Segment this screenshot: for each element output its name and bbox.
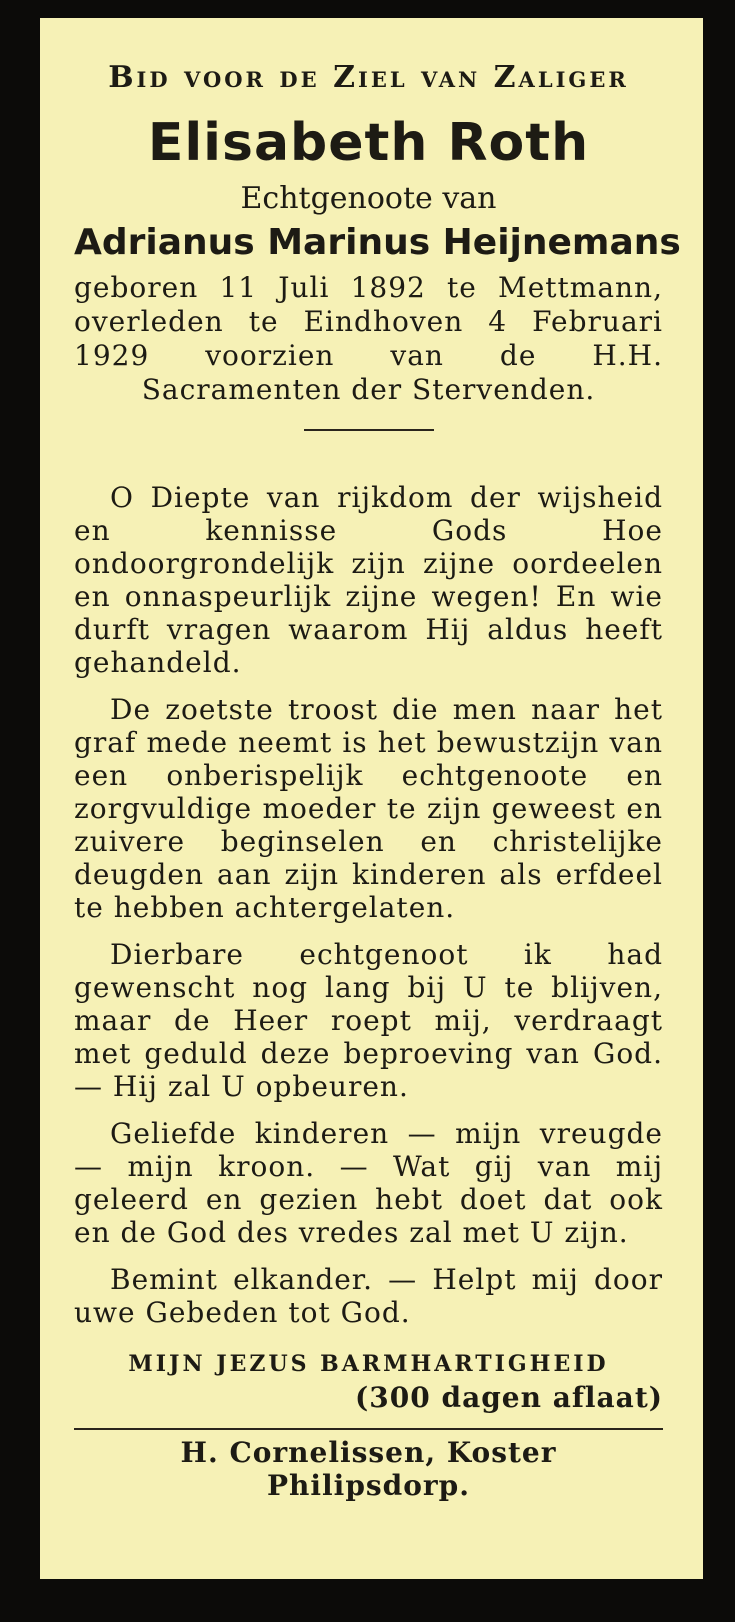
birth-death-text: geboren 11 Juli 1892 te Mettmann, overleden te Eindhoven 4 Februari 1929 voorzien van de H.H. Sacramenten der Stervenden. — [74, 271, 663, 406]
prayer-heading: Bid voor de Ziel van Zaliger — [108, 60, 629, 95]
memorial-card — [40, 18, 703, 1579]
printer-credit: H. Cornelissen, Koster Philipsdorp. — [180, 1436, 557, 1502]
deceased-name: Elisabeth Roth — [147, 113, 590, 173]
divider-long — [74, 1428, 663, 1430]
spouse-name: Adrianus Marinus Heijnemans — [74, 222, 681, 263]
paragraph: Dierbare echtgenoot ik had gewenscht nog lang bij U te blijven, maar de Heer roept mij, verdraagt met geduld deze beproeving van God. — Hij zal U opbeuren. — [74, 938, 663, 1103]
paragraph: De zoetste troost die men naar het graf mede neemt is het bewustzijn van een onberispelijk echtgenoote en zorgvuldige moeder te zijn geweest en zuivere beginselen en christelijke deugden aan zijn kinderen als erfdeel te hebben achtergelaten. — [74, 693, 663, 924]
spouse-intro: Echtgenoote van — [240, 181, 497, 216]
paragraph: Geliefde kinderen — mijn vreugde — mijn kroon. — Wat gij van mij geleerd en gezien hebt doet dat ook en de God des vredes zal met U zijn. — [74, 1117, 663, 1249]
indulgence-note: (300 dagen aflaat) — [355, 1381, 663, 1414]
paragraph: Bemint elkander. — Helpt mij door uwe Gebeden tot God. — [74, 1263, 663, 1329]
divider-short — [304, 429, 434, 431]
paragraph: O Diepte van rijkdom der wijsheid en kennisse Gods Hoe ondoorgrondelijk zijn zijne oordeelen en onnaspeurlijk zijne wegen! En wie durft vragen waarom Hij aldus heeft gehandeld. — [74, 481, 663, 679]
closing-prayer: MIJN JEZUS BARMHARTIGHEID — [128, 1351, 609, 1377]
